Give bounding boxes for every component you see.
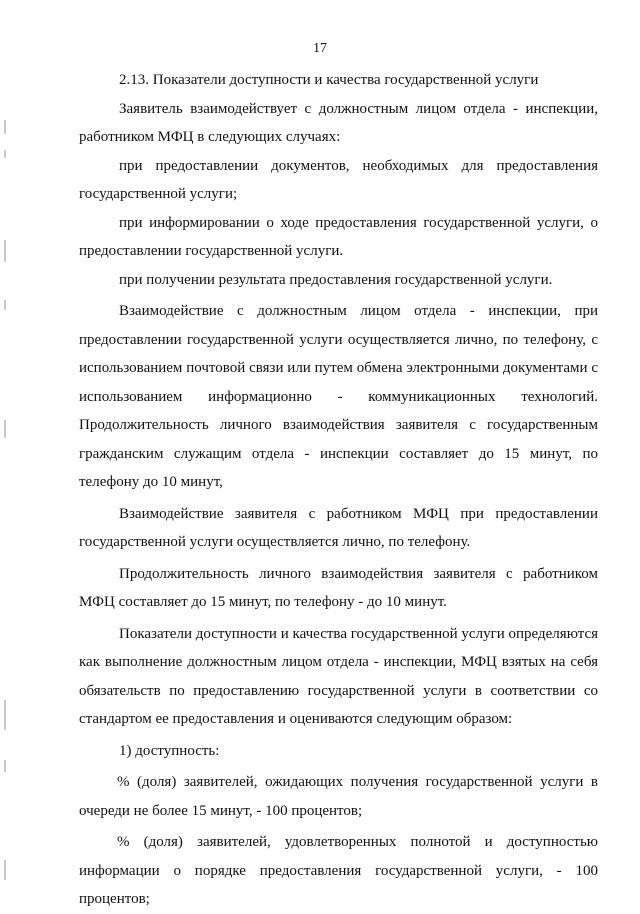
section-heading: 2.13. Показатели доступности и качества государственной услуги: [119, 72, 539, 88]
list-item: % (доля) заявителей, ожидающих получения государственной услуги в очереди не более 15 минут, - 100 процентов;: [79, 774, 598, 819]
paragraph: Заявитель взаимодействует с должностным лицом отдела - инспекции, работником МФЦ в следующих случаях:: [79, 100, 598, 145]
list-item: % (доля) заявителей, удовлетворенных полнотой и доступностью информации о порядке предоставления государственной услуги, - 100 процентов;: [79, 834, 598, 907]
paragraph: Взаимодействие заявителя с работником МФЦ при предоставлении государственной услуги осуществляется лично, по телефону.: [79, 505, 598, 550]
paragraph: Взаимодействие с должностным лицом отдела - инспекции, при предоставлении государственной услуги осуществляется лично, по телефону, с использованием почтовой связи или путем обмена электронными документами с использованием информационно - коммуникационных технологий. Продолжительность личного взаимодействия заявителя с государственным гражданским служащим отдела - инспекции составляет до 15 минут, по телефону до 10 минут,: [79, 303, 598, 490]
paragraph: при информировании о ходе предоставления государственной услуги, о предоставлении государственной услуги.: [79, 214, 598, 259]
page-number: 17: [313, 41, 327, 56]
paragraph: при получении результата предоставления государственной услуги.: [119, 271, 553, 288]
paragraph: при предоставлении документов, необходимых для предоставления государственной услуги;: [79, 157, 598, 202]
document-body: [79, 66, 598, 914]
scan-edge-marks: [4, 0, 8, 905]
paragraph: Продолжительность личного взаимодействия заявителя с работником МФЦ составляет до 15 минут, по телефону - до 10 минут.: [79, 565, 598, 610]
paragraph: Показатели доступности и качества государственной услуги определяются как выполнение должностным лицом отдела - инспекции, МФЦ взятых на себя обязательств по предоставлению государственной услуги в соответствии со стандартом ее предоставления и оцениваются следующим образом:: [79, 625, 598, 727]
list-heading: 1) доступность:: [119, 742, 220, 759]
